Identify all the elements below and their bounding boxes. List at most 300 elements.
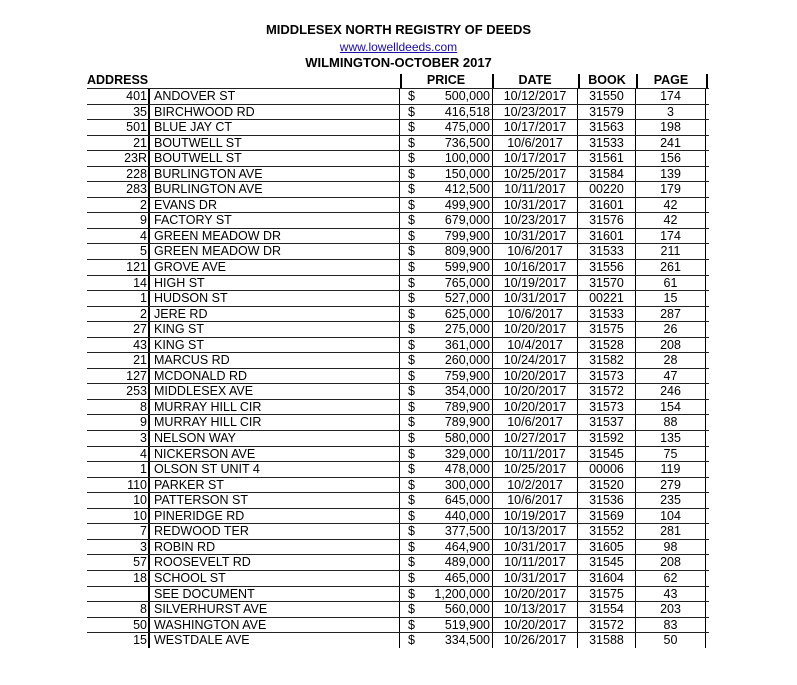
book-value: 31601: [578, 229, 636, 244]
page-value: 154: [636, 400, 706, 415]
book-value: 31537: [578, 415, 636, 430]
page-value: 43: [636, 587, 706, 602]
page-value: 42: [636, 213, 706, 228]
page-value: 47: [636, 369, 706, 384]
price-value: 765,000: [444, 275, 490, 290]
street-name: MARCUS RD: [153, 353, 400, 368]
street-name: GREEN MEADOW DR: [153, 244, 400, 259]
currency-symbol: $: [408, 415, 415, 430]
street-name: PINERIDGE RD: [153, 509, 400, 524]
date-value: 10/11/2017: [492, 447, 578, 462]
table-row: [87, 554, 709, 570]
street-name: BLUE JAY CT: [153, 120, 400, 135]
page-value: 75: [636, 447, 706, 462]
street-name: NELSON WAY: [153, 431, 400, 446]
street-number: 253: [87, 384, 150, 399]
date-value: 10/27/2017: [492, 431, 578, 446]
page-value: 83: [636, 618, 706, 633]
page-value: 287: [636, 307, 706, 322]
page-value: 62: [636, 571, 706, 586]
currency-symbol: $: [408, 275, 415, 290]
currency-symbol: $: [408, 322, 415, 337]
table-row: [87, 617, 709, 633]
price-value: 150,000: [444, 166, 490, 181]
currency-symbol: $: [408, 633, 415, 648]
table-row: [87, 135, 709, 151]
street-name: EVANS DR: [153, 198, 400, 213]
date-value: 10/31/2017: [492, 198, 578, 213]
street-number: 27: [87, 322, 150, 337]
street-number: 35: [87, 105, 150, 120]
price-value: 416,518: [444, 104, 490, 119]
street-number: 50: [87, 618, 150, 633]
street-name: OLSON ST UNIT 4: [153, 462, 400, 477]
table-row: [87, 337, 709, 353]
street-name: REDWOOD TER: [153, 524, 400, 539]
currency-symbol: $: [408, 151, 415, 166]
price-value: 329,000: [444, 446, 490, 461]
book-value: 31563: [578, 120, 636, 135]
currency-symbol: $: [408, 617, 415, 632]
page-value: 203: [636, 602, 706, 617]
page-value: 261: [636, 260, 706, 275]
street-name: HUDSON ST: [153, 291, 400, 306]
street-name: WESTDALE AVE: [153, 633, 400, 648]
street-number: 2: [87, 307, 150, 322]
currency-symbol: $: [408, 197, 415, 212]
street-name: KING ST: [153, 322, 400, 337]
price-value: 275,000: [444, 322, 490, 337]
street-number: 4: [87, 229, 150, 244]
price-value: 645,000: [444, 493, 490, 508]
price-value: 789,900: [444, 399, 490, 414]
page-value: 26: [636, 322, 706, 337]
date-value: 10/19/2017: [492, 509, 578, 524]
page-value: 88: [636, 415, 706, 430]
page-value: 198: [636, 120, 706, 135]
page-value: 28: [636, 353, 706, 368]
column-header-page: PAGE: [653, 73, 689, 87]
price-value: 625,000: [444, 306, 490, 321]
street-number: 3: [87, 540, 150, 555]
table-row: [87, 632, 709, 648]
page-value: 208: [636, 555, 706, 570]
page-value: 241: [636, 136, 706, 151]
price-value: 354,000: [444, 384, 490, 399]
book-value: 31520: [578, 478, 636, 493]
table-header: [87, 72, 709, 88]
street-name: GROVE AVE: [153, 260, 400, 275]
street-name: JERE RD: [153, 307, 400, 322]
date-value: 10/17/2017: [492, 120, 578, 135]
document-subtitle: WILMINGTON-OCTOBER 2017: [305, 55, 492, 70]
street-number: 21: [87, 136, 150, 151]
date-value: 10/26/2017: [492, 633, 578, 648]
price-value: 599,900: [444, 260, 490, 275]
currency-symbol: $: [408, 337, 415, 352]
date-value: 10/20/2017: [492, 587, 578, 602]
street-name: PATTERSON ST: [153, 493, 400, 508]
street-number: 401: [87, 89, 150, 104]
date-value: 10/17/2017: [492, 151, 578, 166]
currency-symbol: $: [408, 555, 415, 570]
price-value: 464,900: [444, 539, 490, 554]
price-value: 489,000: [444, 555, 490, 570]
street-number: 18: [87, 571, 150, 586]
book-value: 31570: [578, 276, 636, 291]
book-value: 31582: [578, 353, 636, 368]
street-name: SCHOOL ST: [153, 571, 400, 586]
price-value: 260,000: [444, 353, 490, 368]
table-row: [87, 88, 709, 104]
street-name: ROBIN RD: [153, 540, 400, 555]
book-value: 31605: [578, 540, 636, 555]
book-value: 31573: [578, 369, 636, 384]
book-value: 31575: [578, 322, 636, 337]
book-value: 31561: [578, 151, 636, 166]
street-number: 7: [87, 524, 150, 539]
currency-symbol: $: [408, 431, 415, 446]
date-value: 10/6/2017: [492, 415, 578, 430]
book-value: 31536: [578, 493, 636, 508]
page-value: 211: [636, 244, 706, 259]
price-value: 300,000: [444, 477, 490, 492]
page-value: 3: [636, 105, 706, 120]
book-value: 31579: [578, 105, 636, 120]
currency-symbol: $: [408, 586, 415, 601]
table-row: [87, 259, 709, 275]
currency-symbol: $: [408, 260, 415, 275]
book-value: 00220: [578, 182, 636, 197]
document-title: MIDDLESEX NORTH REGISTRY OF DEEDS: [265, 22, 532, 37]
page-value: 119: [636, 462, 706, 477]
book-value: 31550: [578, 89, 636, 104]
table-row: [87, 150, 709, 166]
book-value: 31573: [578, 400, 636, 415]
page-value: 135: [636, 431, 706, 446]
price-value: 809,900: [444, 244, 490, 259]
street-name: PARKER ST: [153, 478, 400, 493]
book-value: 00221: [578, 291, 636, 306]
table-row: [87, 539, 709, 555]
street-number: 121: [87, 260, 150, 275]
date-value: 10/4/2017: [492, 338, 578, 353]
price-value: 465,000: [444, 570, 490, 585]
date-value: 10/19/2017: [492, 276, 578, 291]
street-number: 15: [87, 633, 150, 648]
currency-symbol: $: [408, 166, 415, 181]
table-row: [87, 212, 709, 228]
book-value: 31572: [578, 618, 636, 633]
page-value: 235: [636, 493, 706, 508]
page-value: 42: [636, 198, 706, 213]
currency-symbol: $: [408, 570, 415, 585]
table-row: [87, 430, 709, 446]
column-header-address: ADDRESS: [87, 73, 149, 87]
street-name: KING ST: [153, 338, 400, 353]
table-row: [87, 243, 709, 259]
currency-symbol: $: [408, 399, 415, 414]
price-value: 499,900: [444, 197, 490, 212]
book-value: 31552: [578, 524, 636, 539]
table-row: [87, 275, 709, 291]
table-row: [87, 586, 709, 602]
street-number: 8: [87, 400, 150, 415]
street-name: BOUTWELL ST: [153, 151, 400, 166]
date-value: 10/20/2017: [492, 384, 578, 399]
table-row: [87, 477, 709, 493]
book-value: 31528: [578, 338, 636, 353]
date-value: 10/6/2017: [492, 136, 578, 151]
table-row: [87, 414, 709, 430]
book-value: 00006: [578, 462, 636, 477]
price-value: 560,000: [444, 602, 490, 617]
street-name: MURRAY HILL CIR: [153, 415, 400, 430]
street-name: HIGH ST: [153, 276, 400, 291]
book-value: 31572: [578, 384, 636, 399]
page-value: 98: [636, 540, 706, 555]
table-row: [87, 181, 709, 197]
price-value: 412,500: [444, 182, 490, 197]
price-value: 478,000: [444, 462, 490, 477]
table-row: [87, 601, 709, 617]
date-value: 10/31/2017: [492, 229, 578, 244]
book-value: 31554: [578, 602, 636, 617]
deeds-table: [87, 72, 709, 648]
currency-symbol: $: [408, 384, 415, 399]
date-value: 10/25/2017: [492, 462, 578, 477]
street-name: SILVERHURST AVE: [153, 602, 400, 617]
date-value: 10/20/2017: [492, 322, 578, 337]
street-number: 228: [87, 167, 150, 182]
street-number: 110: [87, 478, 150, 493]
street-number: 501: [87, 120, 150, 135]
table-row: [87, 119, 709, 135]
book-value: 31588: [578, 633, 636, 648]
table-row: [87, 104, 709, 120]
date-value: 10/25/2017: [492, 167, 578, 182]
street-name: GREEN MEADOW DR: [153, 229, 400, 244]
price-value: 789,900: [444, 415, 490, 430]
street-number: 1: [87, 291, 150, 306]
street-name: MCDONALD RD: [153, 369, 400, 384]
currency-symbol: $: [408, 524, 415, 539]
book-value: 31601: [578, 198, 636, 213]
book-value: 31569: [578, 509, 636, 524]
page-value: 15: [636, 291, 706, 306]
book-value: 31533: [578, 136, 636, 151]
book-value: 31584: [578, 167, 636, 182]
table-row: [87, 492, 709, 508]
currency-symbol: $: [408, 213, 415, 228]
date-value: 10/13/2017: [492, 524, 578, 539]
table-row: [87, 321, 709, 337]
page-value: 174: [636, 89, 706, 104]
currency-symbol: $: [408, 182, 415, 197]
column-divider: [706, 74, 708, 88]
price-value: 527,000: [444, 291, 490, 306]
currency-symbol: $: [408, 244, 415, 259]
date-value: 10/23/2017: [492, 213, 578, 228]
date-value: 10/6/2017: [492, 493, 578, 508]
page-value: 246: [636, 384, 706, 399]
street-number: 23R: [87, 151, 150, 166]
currency-symbol: $: [408, 353, 415, 368]
street-number: 283: [87, 182, 150, 197]
page-value: 208: [636, 338, 706, 353]
book-value: 31533: [578, 244, 636, 259]
page-value: 179: [636, 182, 706, 197]
book-value: 31545: [578, 555, 636, 570]
street-number: 3: [87, 431, 150, 446]
table-row: [87, 352, 709, 368]
page-value: 50: [636, 633, 706, 648]
street-number: 43: [87, 338, 150, 353]
table-row: [87, 399, 709, 415]
currency-symbol: $: [408, 306, 415, 321]
price-value: 1,200,000: [434, 586, 490, 601]
price-value: 100,000: [444, 151, 490, 166]
page-value: 281: [636, 524, 706, 539]
date-value: 10/20/2017: [492, 400, 578, 415]
page-value: 279: [636, 478, 706, 493]
street-name: BIRCHWOOD RD: [153, 105, 400, 120]
date-value: 10/16/2017: [492, 260, 578, 275]
street-name: NICKERSON AVE: [153, 447, 400, 462]
street-number: 21: [87, 353, 150, 368]
book-value: 31556: [578, 260, 636, 275]
street-number: 5: [87, 244, 150, 259]
date-value: 10/11/2017: [492, 182, 578, 197]
table-row: [87, 228, 709, 244]
date-value: 10/20/2017: [492, 618, 578, 633]
street-name: BOUTWELL ST: [153, 136, 400, 151]
table-row: [87, 508, 709, 524]
street-number: 1: [87, 462, 150, 477]
currency-symbol: $: [408, 493, 415, 508]
street-name: BURLINGTON AVE: [153, 182, 400, 197]
street-name: SEE DOCUMENT: [153, 587, 400, 602]
street-name: FACTORY ST: [153, 213, 400, 228]
date-value: 10/23/2017: [492, 105, 578, 120]
street-number: 10: [87, 493, 150, 508]
street-name: MIDDLESEX AVE: [153, 384, 400, 399]
date-value: 10/6/2017: [492, 307, 578, 322]
date-value: 10/12/2017: [492, 89, 578, 104]
street-number: 127: [87, 369, 150, 384]
street-number: 57: [87, 555, 150, 570]
street-number: 9: [87, 415, 150, 430]
column-header-price: PRICE: [426, 73, 466, 87]
table-body: [87, 88, 709, 648]
street-number: 14: [87, 276, 150, 291]
price-value: 580,000: [444, 431, 490, 446]
currency-symbol: $: [408, 291, 415, 306]
currency-symbol: $: [408, 104, 415, 119]
currency-symbol: $: [408, 446, 415, 461]
table-row: [87, 290, 709, 306]
date-value: 10/20/2017: [492, 369, 578, 384]
column-header-book: BOOK: [588, 73, 626, 87]
street-number: 10: [87, 509, 150, 524]
price-value: 440,000: [444, 508, 490, 523]
date-value: 10/31/2017: [492, 291, 578, 306]
table-row: [87, 197, 709, 213]
currency-symbol: $: [408, 120, 415, 135]
book-value: 31545: [578, 447, 636, 462]
street-number: 8: [87, 602, 150, 617]
street-number: 9: [87, 213, 150, 228]
book-value: 31576: [578, 213, 636, 228]
currency-symbol: $: [408, 228, 415, 243]
page-value: 139: [636, 167, 706, 182]
currency-symbol: $: [408, 368, 415, 383]
price-value: 679,000: [444, 213, 490, 228]
street-name: ANDOVER ST: [153, 89, 400, 104]
date-value: 10/2/2017: [492, 478, 578, 493]
currency-symbol: $: [408, 462, 415, 477]
currency-symbol: $: [408, 89, 415, 103]
price-value: 519,900: [444, 617, 490, 632]
page-value: 104: [636, 509, 706, 524]
table-row: [87, 570, 709, 586]
table-row: [87, 383, 709, 399]
book-value: 31533: [578, 307, 636, 322]
date-value: 10/24/2017: [492, 353, 578, 368]
table-row: [87, 368, 709, 384]
website-link[interactable]: www.lowelldeeds.com: [339, 40, 458, 54]
street-name: BURLINGTON AVE: [153, 167, 400, 182]
date-value: 10/31/2017: [492, 571, 578, 586]
price-value: 799,900: [444, 228, 490, 243]
price-value: 377,500: [444, 524, 490, 539]
price-value: 361,000: [444, 337, 490, 352]
table-row: [87, 166, 709, 182]
price-value: 334,500: [444, 633, 490, 648]
date-value: 10/13/2017: [492, 602, 578, 617]
book-value: 31575: [578, 587, 636, 602]
table-row: [87, 523, 709, 539]
currency-symbol: $: [408, 508, 415, 523]
currency-symbol: $: [408, 477, 415, 492]
street-name: WASHINGTON AVE: [153, 618, 400, 633]
date-value: 10/6/2017: [492, 244, 578, 259]
book-value: 31592: [578, 431, 636, 446]
table-row: [87, 446, 709, 462]
date-value: 10/31/2017: [492, 540, 578, 555]
page-value: 156: [636, 151, 706, 166]
book-value: 31604: [578, 571, 636, 586]
price-value: 736,500: [444, 135, 490, 150]
currency-symbol: $: [408, 539, 415, 554]
table-row: [87, 461, 709, 477]
table-row: [87, 306, 709, 322]
street-number: 4: [87, 447, 150, 462]
page-value: 174: [636, 229, 706, 244]
currency-symbol: $: [408, 602, 415, 617]
currency-symbol: $: [408, 135, 415, 150]
price-value: 759,900: [444, 368, 490, 383]
price-value: 475,000: [444, 120, 490, 135]
date-value: 10/11/2017: [492, 555, 578, 570]
street-number: [87, 587, 150, 602]
column-header-date: DATE: [518, 73, 552, 87]
street-number: 2: [87, 198, 150, 213]
street-name: ROOSEVELT RD: [153, 555, 400, 570]
price-value: 500,000: [444, 89, 490, 103]
page-value: 61: [636, 276, 706, 291]
street-name: MURRAY HILL CIR: [153, 400, 400, 415]
